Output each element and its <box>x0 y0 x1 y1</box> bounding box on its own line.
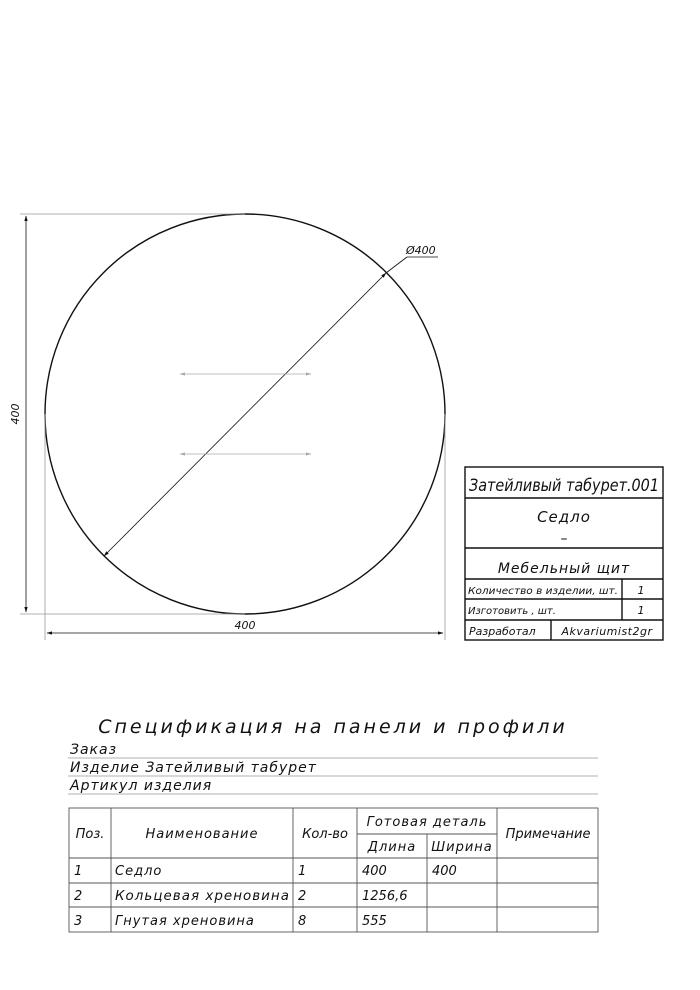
header-width: Ширина <box>431 840 493 855</box>
cell-length: 1256,6 <box>362 889 408 904</box>
material-name: Мебельный щит <box>497 561 631 577</box>
cell-name: Кольцевая хреновина <box>115 889 290 904</box>
cell-pos: 2 <box>74 889 83 904</box>
diameter-dimension-label: Ø400 <box>406 244 436 257</box>
table-row <box>74 864 457 879</box>
spec-table <box>69 808 598 932</box>
diameter-dimension-line <box>104 273 386 556</box>
quantity-value: 1 <box>637 584 645 597</box>
cell-width: 400 <box>432 864 457 879</box>
cell-length: 400 <box>362 864 387 879</box>
table-row <box>74 889 408 904</box>
product-name: Затейливый табурет.001 <box>469 476 659 496</box>
title-block <box>465 467 663 640</box>
developer-label: Разработал <box>469 625 536 638</box>
cell-qty: 2 <box>298 889 307 904</box>
quantity-label: Количество в изделии, шт. <box>468 586 618 597</box>
spec-title: Спецификация на панели и профили <box>98 716 568 738</box>
part-name: Седло <box>537 508 591 526</box>
part-designation: – <box>560 531 568 547</box>
diameter-leader <box>386 257 407 273</box>
article-label: Артикул изделия <box>70 778 213 794</box>
height-dimension-label: 400 <box>9 403 22 425</box>
header-pos: Поз. <box>75 827 105 842</box>
cell-length: 555 <box>362 914 387 929</box>
cell-qty: 8 <box>298 914 307 929</box>
make-label: Изготовить , шт. <box>468 606 556 617</box>
cell-pos: 3 <box>74 914 83 929</box>
width-dimension-label: 400 <box>234 619 256 632</box>
header-finished: Готовая деталь <box>366 815 488 830</box>
header-note: Примечание <box>505 827 591 842</box>
cell-name: Гнутая хреновина <box>115 914 255 929</box>
cell-pos: 1 <box>74 864 83 879</box>
header-qty: Кол-во <box>302 827 348 842</box>
specification <box>68 716 598 932</box>
header-length: Длина <box>367 840 417 855</box>
table-row <box>74 914 387 929</box>
developer-value: Akvariumist2gr <box>561 625 653 638</box>
cell-name: Седло <box>115 864 163 879</box>
header-name: Наименование <box>145 827 259 842</box>
order-label: Заказ <box>70 742 118 758</box>
part-drawing <box>9 214 445 640</box>
make-value: 1 <box>637 604 645 617</box>
product-line: Изделие Затейливый табурет <box>70 760 317 776</box>
cell-qty: 1 <box>298 864 307 879</box>
